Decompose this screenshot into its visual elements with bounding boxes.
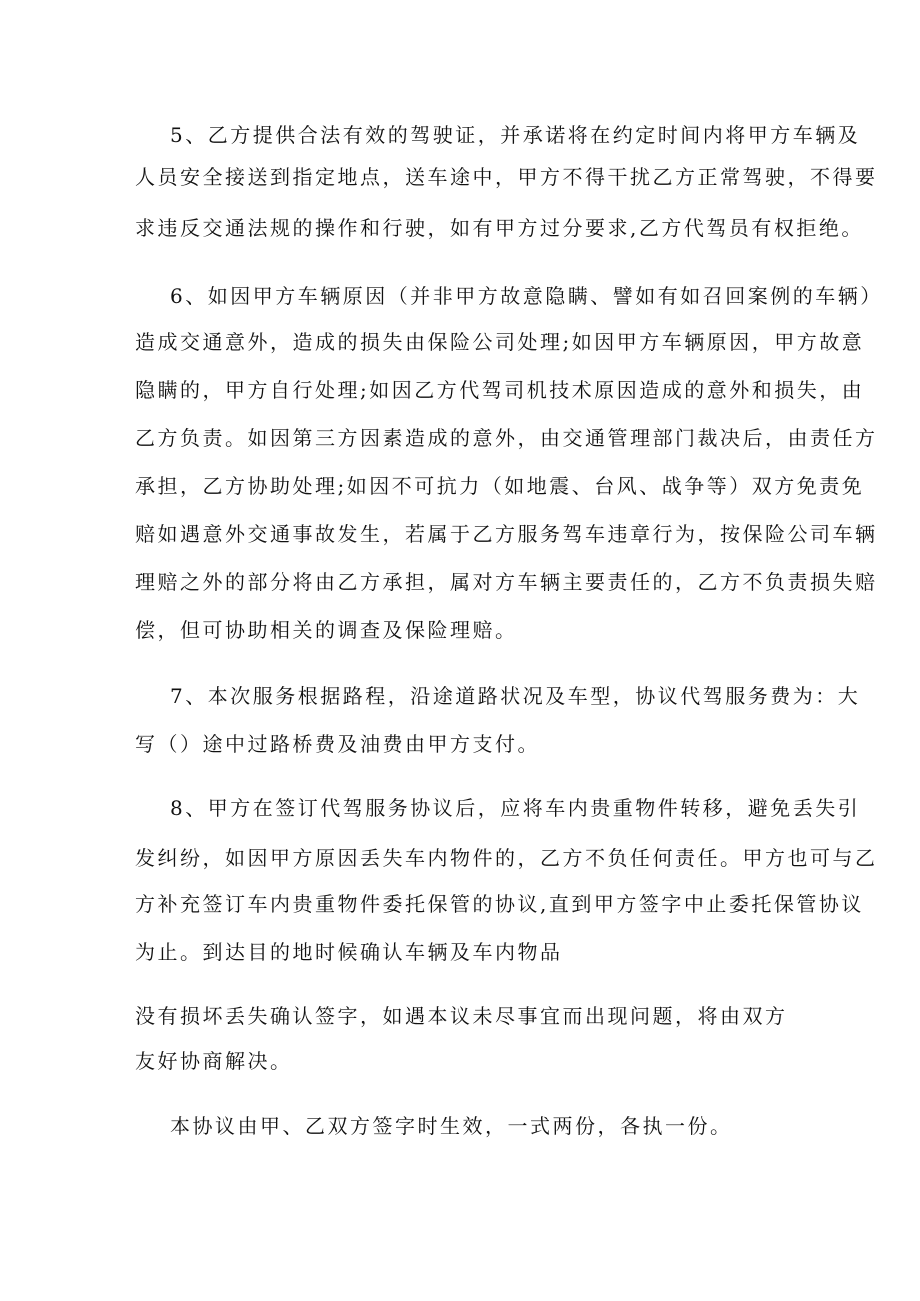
text-line: 写（）途中过路桥费及油费由甲方支付。 — [135, 732, 540, 756]
text-line: 没有损坏丢失确认签字，如遇本议未尽事宜而出现问题，将由双方 — [135, 1004, 788, 1028]
text-line: 为止。到达目的地时候确认车辆及车内物品 — [135, 940, 563, 964]
text-line: 赔如遇意外交通事故发生，若属于乙方服务驾车违章行为，按保险公司车辆 — [135, 522, 878, 546]
text-line: 人员安全接送到指定地点，送车途中，甲方不得干扰乙方正常驾驶，不得要 — [135, 165, 878, 189]
text-line: 本协议由甲、乙双方签字时生效，一式两份，各执一份。 — [170, 1114, 733, 1138]
text-line: 乙方负责。如因第三方因素造成的意外，由交通管理部门裁决后，由责任方 — [135, 426, 878, 450]
text-line: 方补充签订车内贵重物件委托保管的协议,直到甲方签字中止委托保管协议 — [135, 892, 864, 916]
text-line: 造成交通意外，造成的损失由保险公司处理;如因甲方车辆原因，甲方故意 — [135, 330, 865, 354]
text-line: 7、本次服务根据路程，沿途道路状况及车型，协议代驾服务费为：大 — [170, 684, 861, 708]
text-line: 承担，乙方协助处理;如因不可抗力（如地震、台风、战争等）双方免责免 — [135, 474, 865, 498]
text-line: 发纠纷，如因甲方原因丢失车内物件的，乙方不负任何责任。甲方也可与乙 — [135, 846, 878, 870]
text-line: 理赔之外的部分将由乙方承担，属对方车辆主要责任的，乙方不负责损失赔 — [135, 570, 878, 594]
text-line: 8、甲方在签订代驾服务协议后，应将车内贵重物件转移，避免丢失引 — [170, 796, 861, 820]
text-line: 求违反交通法规的操作和行驶，如有甲方过分要求,乙方代驾员有权拒绝。 — [135, 216, 864, 240]
text-line: 5、乙方提供合法有效的驾驶证，并承诺将在约定时间内将甲方车辆及 — [170, 123, 861, 147]
text-line: 隐瞒的，甲方自行处理;如因乙方代驾司机技术原因造成的意外和损失，由 — [135, 378, 865, 402]
text-line: 偿，但可协助相关的调查及保险理赔。 — [135, 618, 518, 642]
text-line: 6、如因甲方车辆原因（并非甲方故意隐瞒、譬如有如召回案例的车辆） — [170, 284, 883, 308]
text-line: 友好协商解决。 — [135, 1049, 293, 1073]
